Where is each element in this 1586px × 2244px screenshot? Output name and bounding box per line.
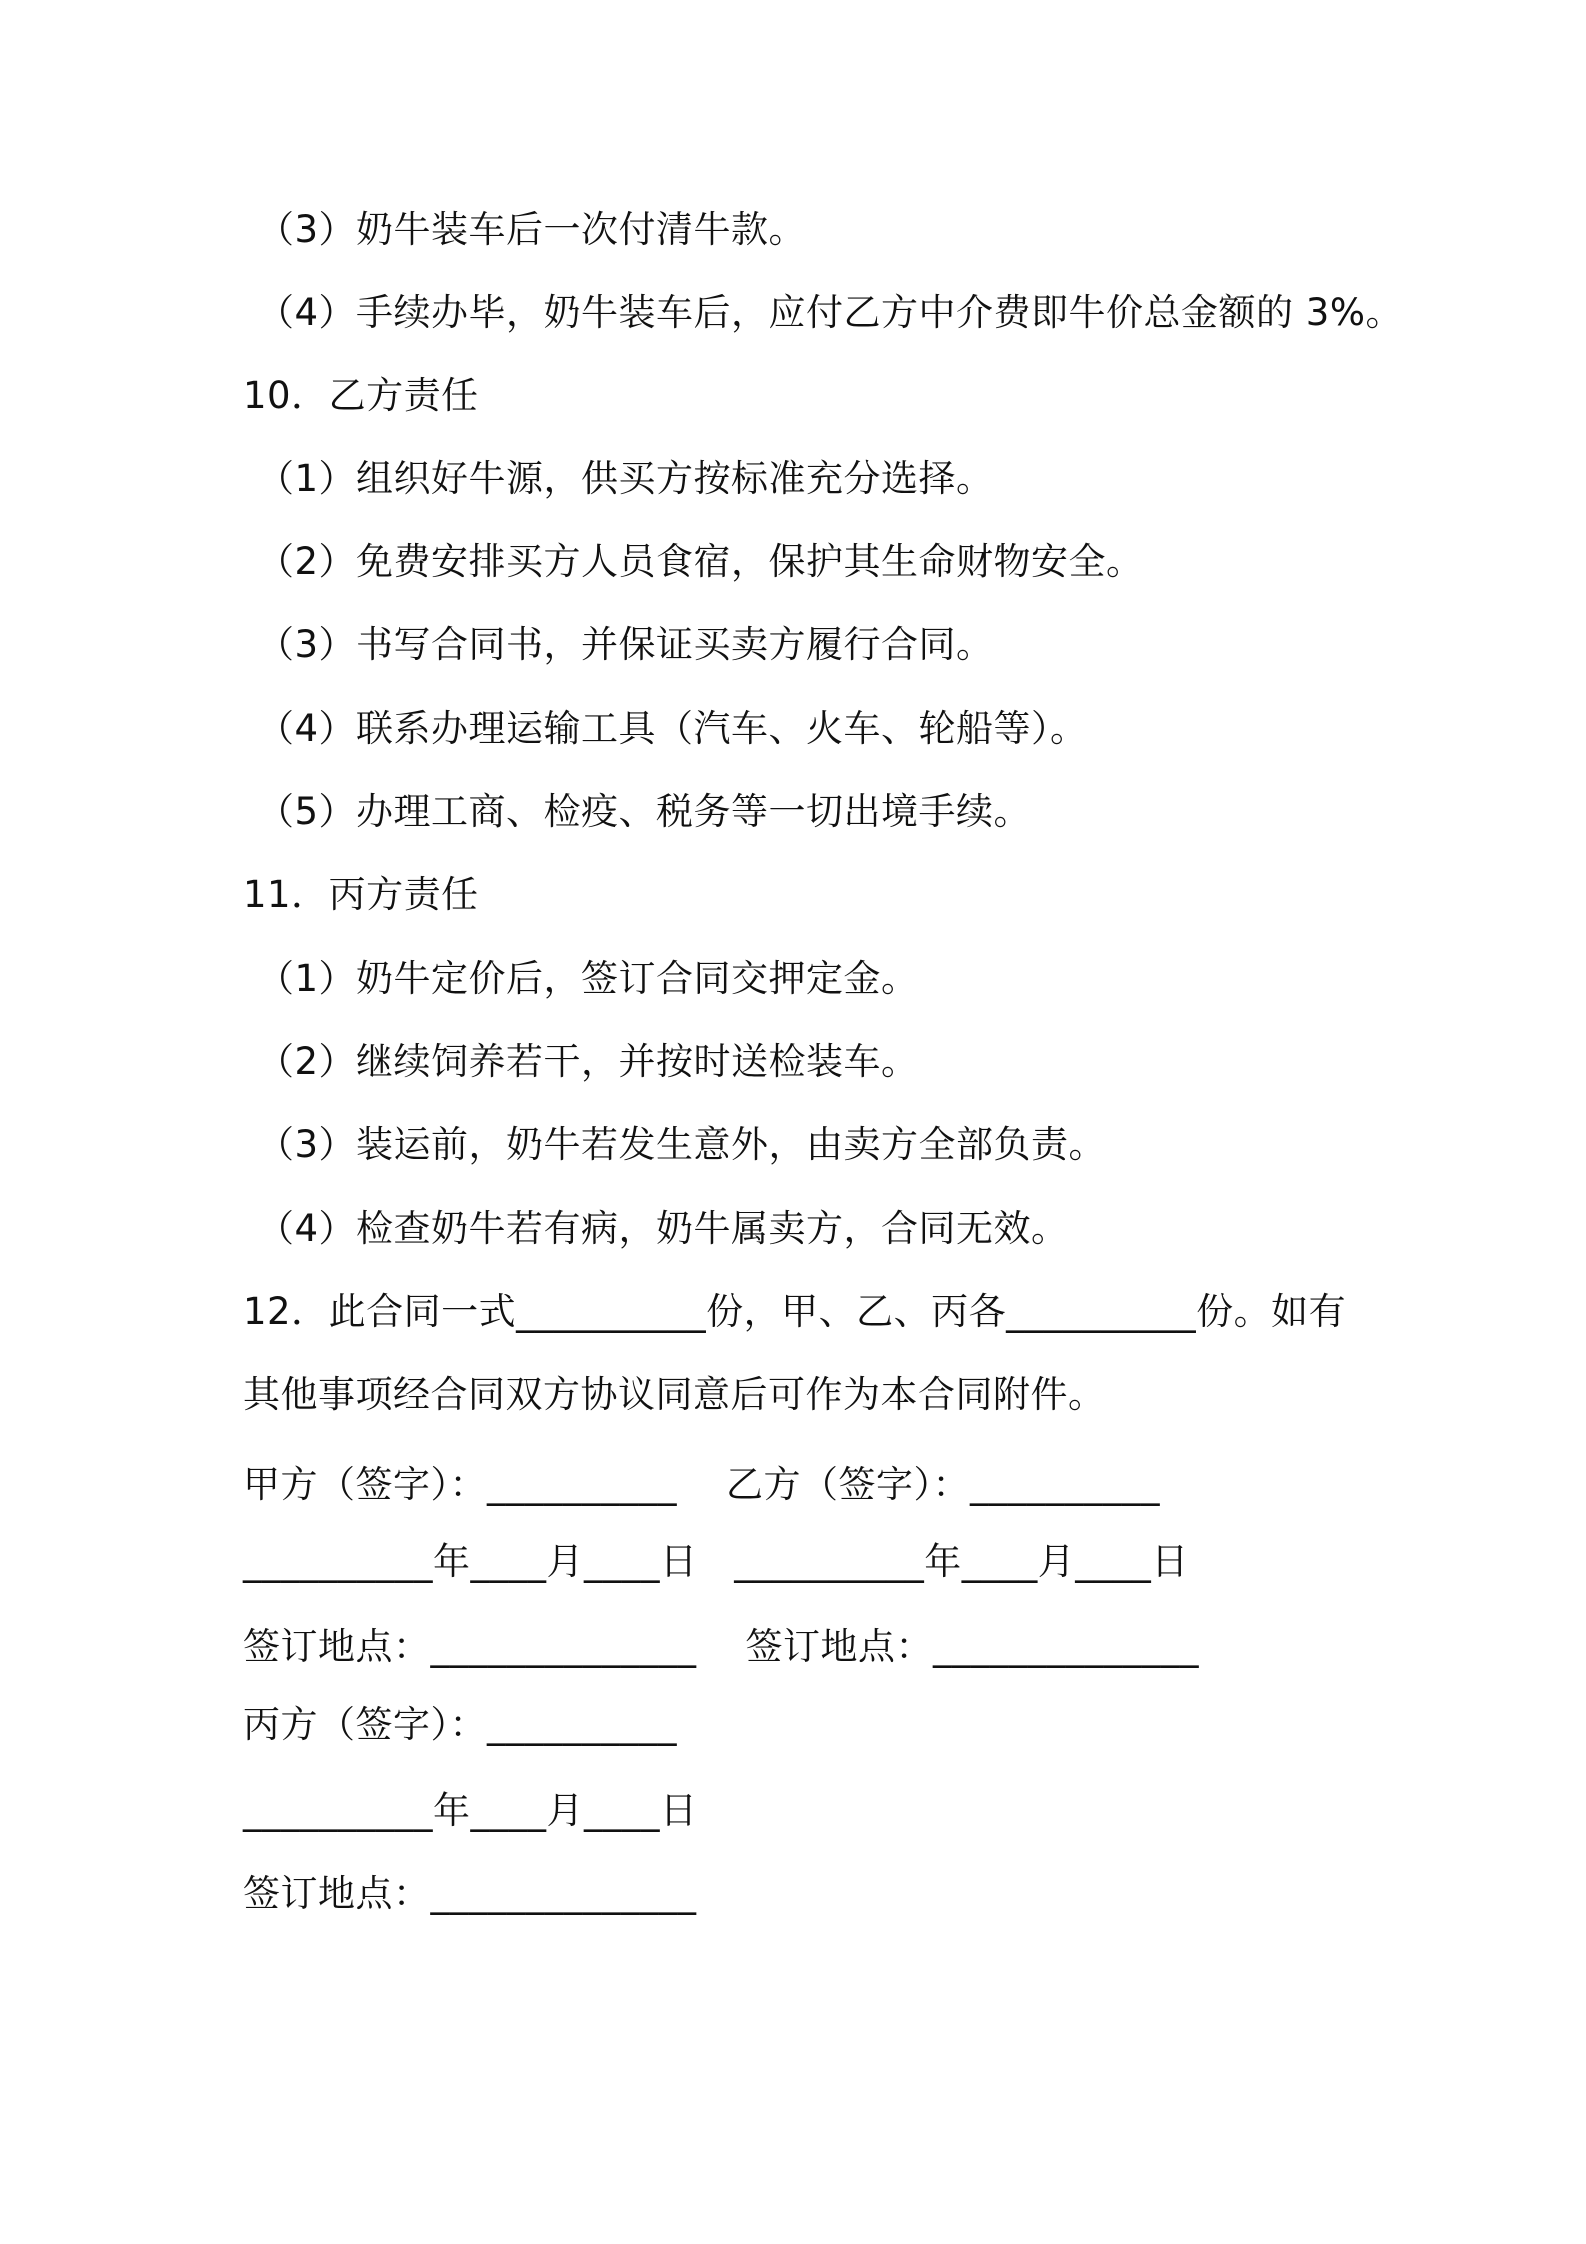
clause-10-item-3: （3）书写合同书，并保证买卖方履行合同。 [257,623,994,666]
signing-place-a-b: 签订地点：______________ 签订地点：______________ [243,1625,1200,1668]
clause-10-heading: 10．乙方责任 [243,374,479,417]
clause-9-item-3: （3）奶牛装车后一次付清牛款。 [257,208,807,251]
signature-date-a-b: __________年____月____日 __________年____月____日 [243,1540,1189,1583]
clause-12-line-2: 其他事项经合同双方协议同意后可作为本合同附件。 [243,1373,1106,1416]
clause-10-item-2: （2）免费安排买方人员食宿，保护其生命财物安全。 [257,540,1144,583]
clause-11-heading: 11．丙方责任 [243,873,479,916]
clause-10-item-4: （4）联系办理运输工具（汽车、火车、轮船等）。 [257,707,1088,750]
clause-11-item-1: （1）奶牛定价后，签订合同交押定金。 [257,957,919,1000]
clause-11-item-2: （2）继续饲养若干，并按时送检装车。 [257,1040,919,1083]
signature-date-c: __________年____月____日 [243,1789,698,1832]
clause-12-line-1: 12．此合同一式__________份，甲、乙、丙各__________份。如有 [243,1290,1347,1333]
clause-11-item-3: （3）装运前，奶牛若发生意外，由卖方全部负责。 [257,1123,1107,1166]
clause-10-item-5: （5）办理工商、检疫、税务等一切出境手续。 [257,790,1032,833]
clause-9-item-4: （4）手续办毕，奶牛装车后，应付乙方中介费即牛价总金额的 3%。 [257,291,1403,334]
signature-party-a-b: 甲方（签字）：__________ 乙方（签字）：__________ [243,1463,1161,1506]
clause-10-item-1: （1）组织好牛源，供买方按标准充分选择。 [257,457,994,500]
clause-11-item-4: （4）检查奶牛若有病，奶牛属卖方，合同无效。 [257,1207,1069,1250]
signature-party-c: 丙方（签字）：__________ [243,1703,677,1746]
signing-place-c: 签订地点：______________ [243,1872,697,1915]
